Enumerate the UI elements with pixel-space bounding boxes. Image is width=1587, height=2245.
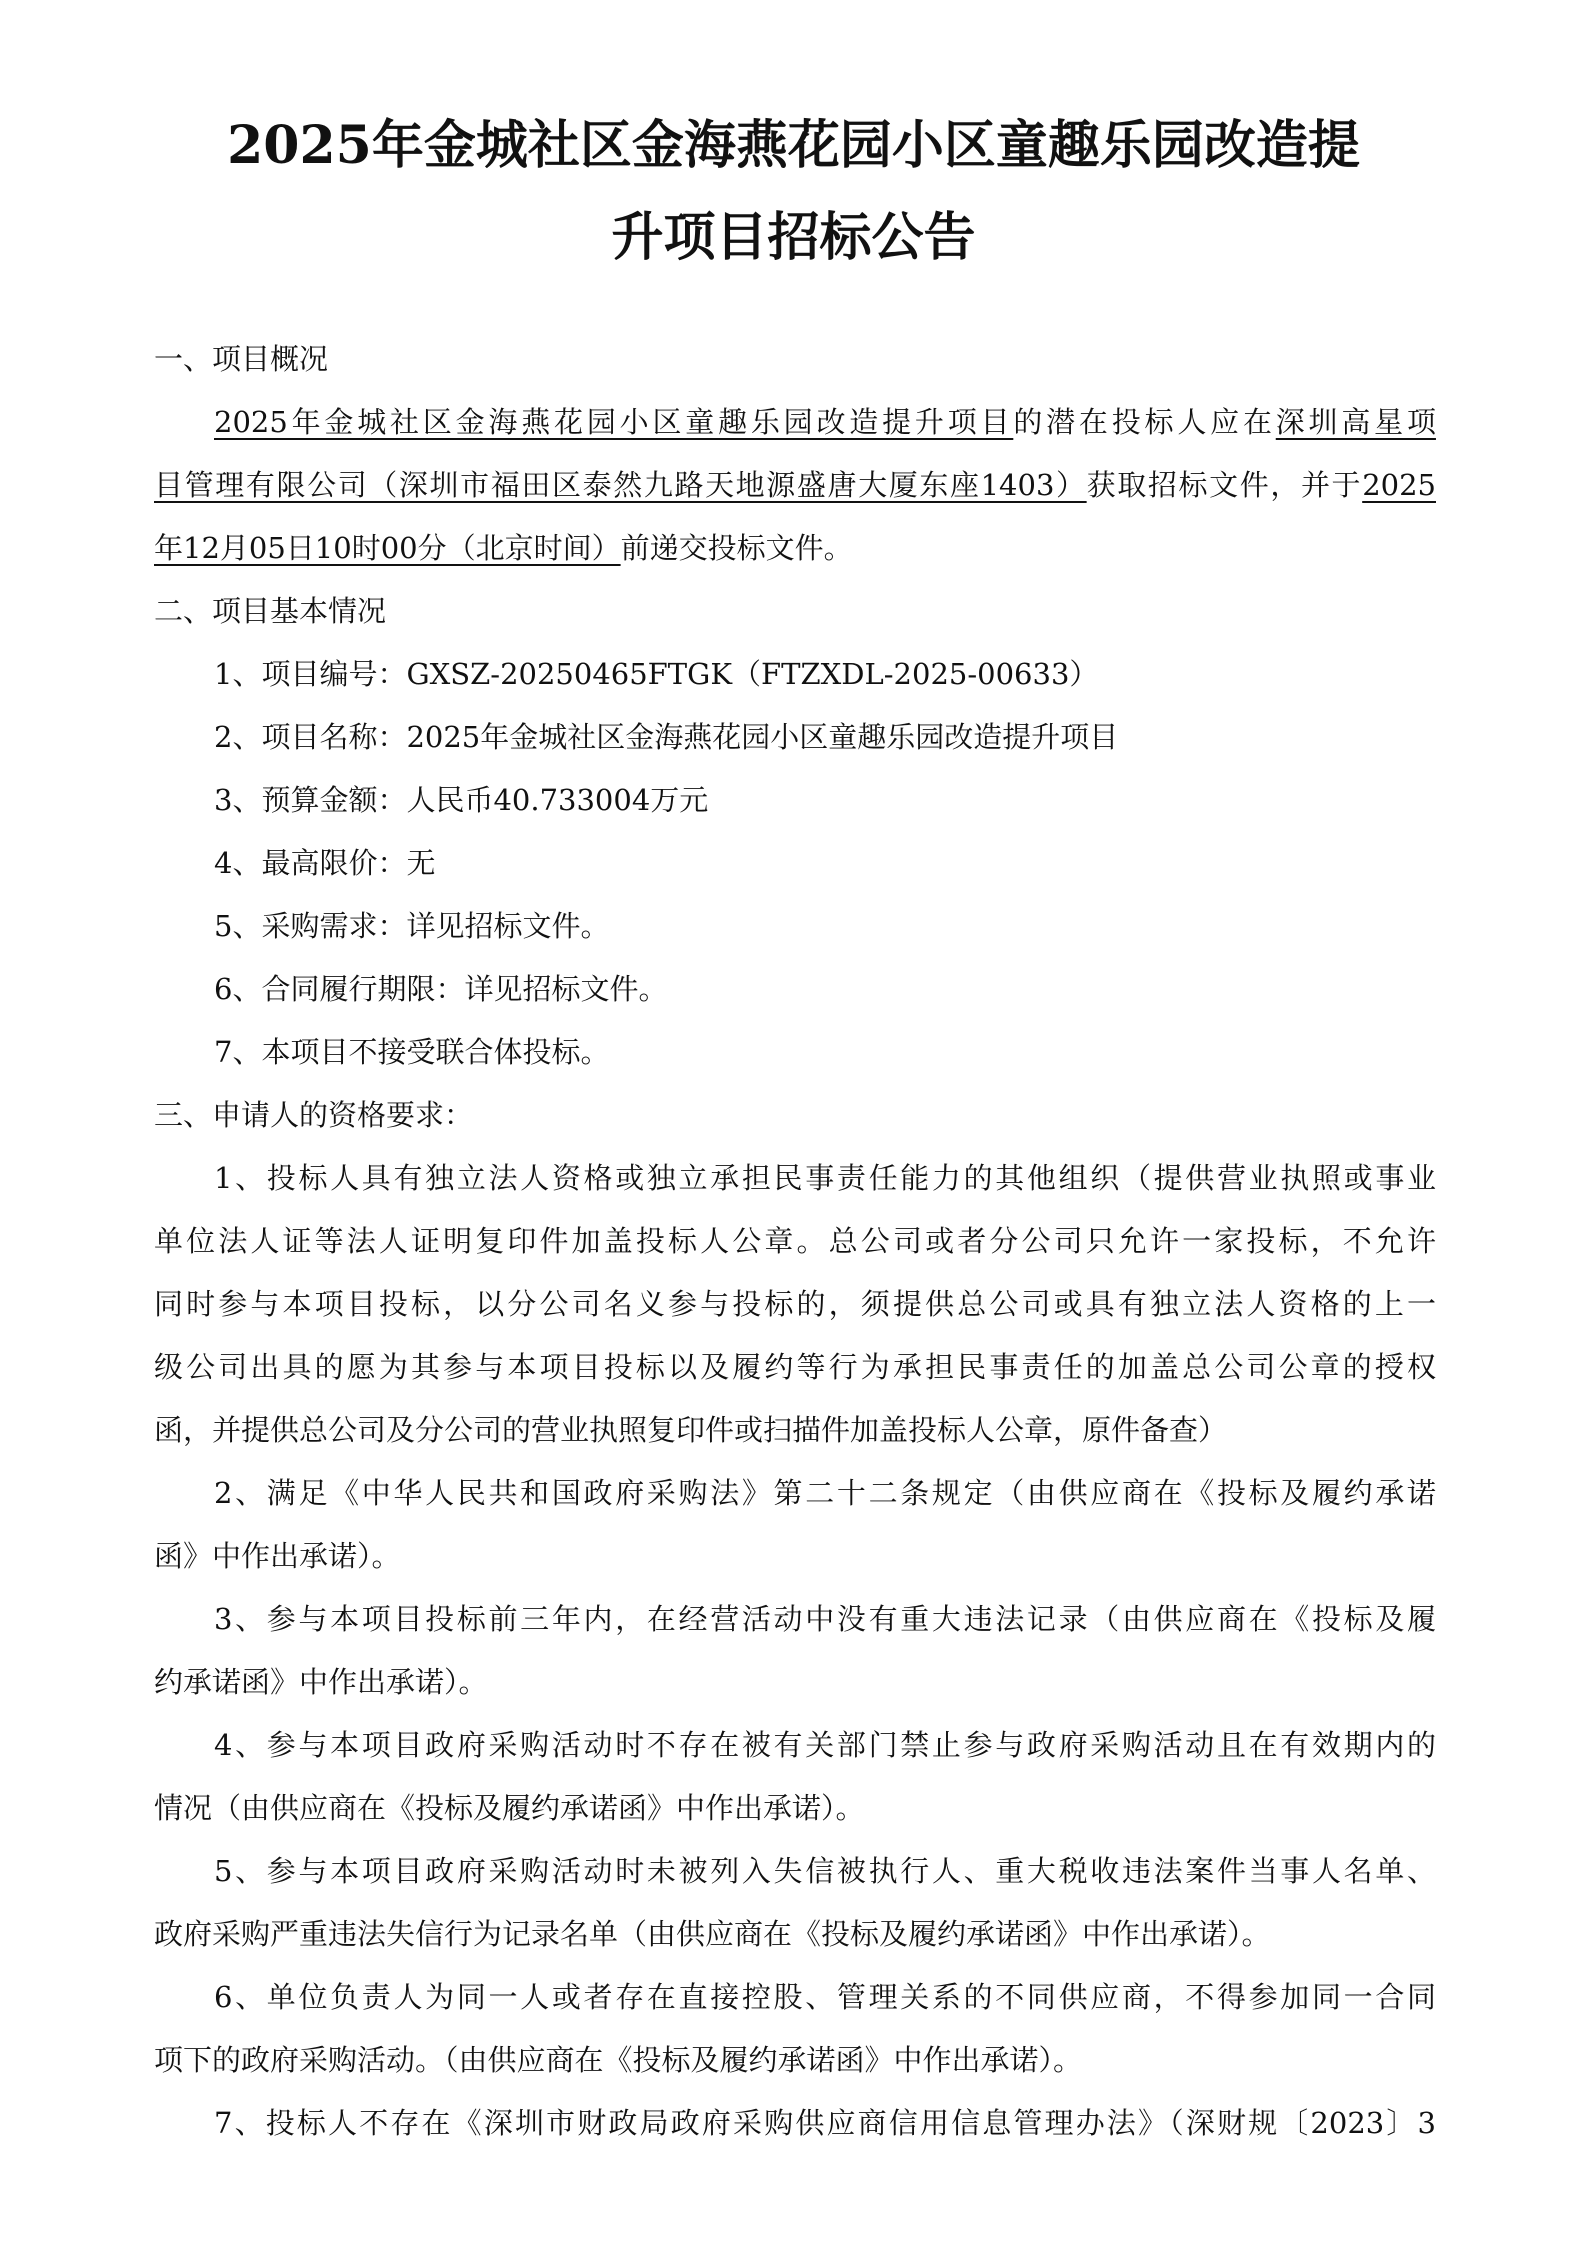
section-3-heading: 三、申请人的资格要求： bbox=[154, 1098, 474, 1132]
qual-line-1: 1、投标人具有独立法人资格或独立承担民事责任能力的其他组织（提供营业执照或事业 bbox=[214, 1161, 1436, 1195]
basic-item-6: 6、合同履行期限：详见招标文件。 bbox=[214, 972, 668, 1006]
basic-item-1: 1、项目编号：GXSZ-20250465FTGK（FTZXDL-2025-00633） bbox=[214, 657, 1099, 691]
overview-line-3 bbox=[154, 517, 1436, 580]
qual-line-6: 2、满足《中华人民共和国政府采购法》第二十二条规定（由供应商在《投标及履约承诺 bbox=[214, 1476, 1436, 1510]
overview-text-1: 的潜在投标人应在 bbox=[1013, 405, 1276, 439]
qual-line-16: 7、投标人不存在《深圳市财政局政府采购供应商信用信息管理办法》（深财规〔2023〕3 bbox=[214, 2106, 1436, 2140]
qual-line-12: 5、参与本项目政府采购活动时未被列入失信被执行人、重大税收违法案件当事人名单、 bbox=[214, 1854, 1436, 1888]
qual-line-5: 函，并提供总公司及分公司的营业执照复印件或扫描件加盖投标人公章，原件备查） bbox=[154, 1413, 1228, 1447]
section-1-heading: 一、项目概况 bbox=[154, 342, 329, 376]
basic-item-2: 2、项目名称：2025年金城社区金海燕花园小区童趣乐园改造提升项目 bbox=[214, 720, 1119, 754]
agency-name-underlined-2: 目管理有限公司（深圳市福田区泰然九路天地源盛唐大厦东座1403） bbox=[154, 468, 1087, 502]
qual-line-7: 函》中作出承诺）。 bbox=[154, 1539, 401, 1573]
overview-text-2: 获取招标文件，并于 bbox=[1086, 468, 1363, 502]
project-name-underlined: 2025年金城社区金海燕花园小区童趣乐园改造提升项目 bbox=[214, 405, 1014, 439]
basic-item-7: 7、本项目不接受联合体投标。 bbox=[214, 1035, 610, 1069]
deadline-underlined-2: 年12月05日10时00分（北京时间） bbox=[154, 531, 621, 565]
overview-text-3: 前递交投标文件。 bbox=[620, 531, 853, 565]
deadline-underlined-1: 2025 bbox=[1362, 468, 1436, 502]
qual-line-2: 单位法人证等法人证明复印件加盖投标人公章。总公司或者分公司只允许一家投标，不允许 bbox=[154, 1224, 1436, 1258]
basic-item-4: 4、最高限价：无 bbox=[214, 846, 436, 880]
qual-line-11: 情况（由供应商在《投标及履约承诺函》中作出承诺）。 bbox=[154, 1791, 865, 1825]
qual-line-9: 约承诺函》中作出承诺）。 bbox=[154, 1665, 488, 1699]
overview-line-2 bbox=[154, 454, 1436, 517]
basic-item-3: 3、预算金额：人民币40.733004万元 bbox=[214, 783, 709, 817]
qual-line-14: 6、单位负责人为同一人或者存在直接控股、管理关系的不同供应商，不得参加同一合同 bbox=[214, 1980, 1436, 2014]
qual-line-8: 3、参与本项目投标前三年内，在经营活动中没有重大违法记录（由供应商在《投标及履 bbox=[214, 1602, 1436, 1636]
document-body bbox=[154, 328, 1436, 2155]
qual-line-15: 项下的政府采购活动。（由供应商在《投标及履约承诺函》中作出承诺）。 bbox=[154, 2043, 1083, 2077]
section-2-heading: 二、项目基本情况 bbox=[154, 594, 387, 628]
agency-name-underlined-1: 深圳高星项 bbox=[1275, 405, 1436, 439]
title-line-2: 升项目招标公告 bbox=[611, 207, 976, 268]
title-line-1: 2025年金城社区金海燕花园小区童趣乐园改造提 bbox=[227, 115, 1360, 176]
overview-line-1 bbox=[154, 391, 1436, 454]
basic-item-5: 5、采购需求：详见招标文件。 bbox=[214, 909, 610, 943]
qual-line-10: 4、参与本项目政府采购活动时不存在被有关部门禁止参与政府采购活动且在有效期内的 bbox=[214, 1728, 1436, 1762]
qual-line-4: 级公司出具的愿为其参与本项目投标以及履约等行为承担民事责任的加盖总公司公章的授权 bbox=[154, 1350, 1436, 1384]
qual-line-13: 政府采购严重违法失信行为记录名单（由供应商在《投标及履约承诺函》中作出承诺）。 bbox=[154, 1917, 1271, 1951]
qual-line-3: 同时参与本项目投标，以分公司名义参与投标的，须提供总公司或具有独立法人资格的上一 bbox=[154, 1287, 1436, 1321]
document-title bbox=[130, 100, 1457, 284]
